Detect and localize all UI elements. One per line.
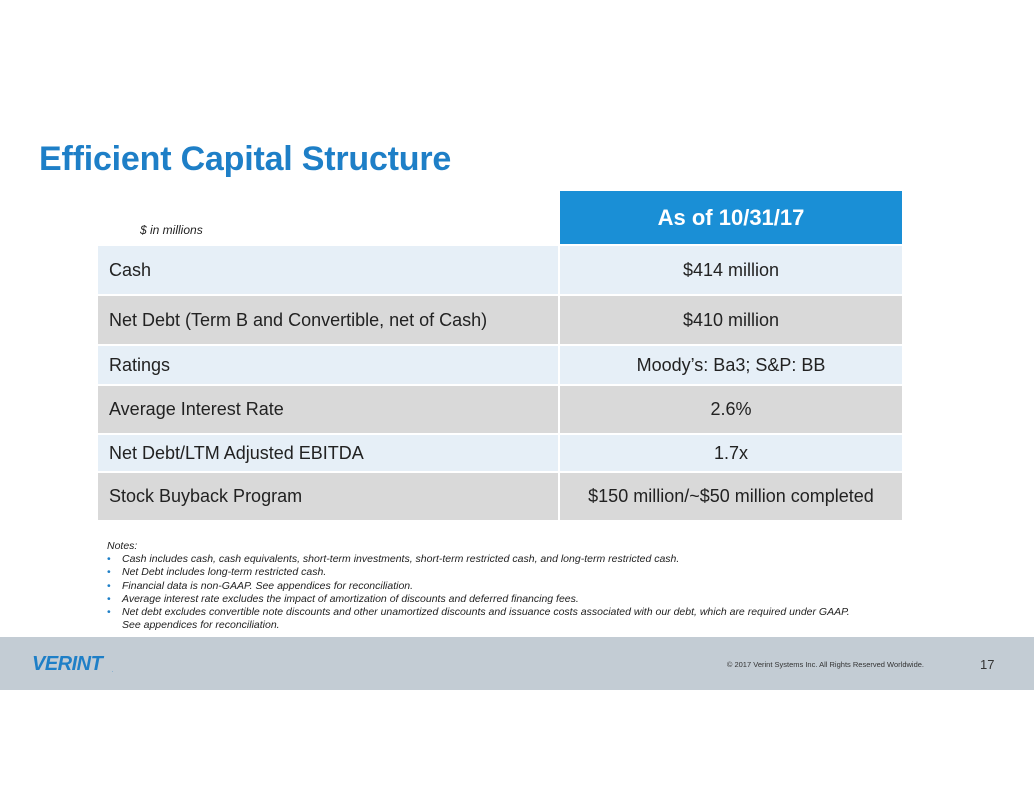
row-label: Net Debt (Term B and Convertible, net of Cash) bbox=[98, 296, 560, 344]
table-row bbox=[98, 471, 902, 520]
bullet-icon: • bbox=[107, 606, 111, 619]
table-row bbox=[98, 244, 902, 294]
note-item: • Cash includes cash, cash equivalents, short-term investments, short-term restricted cash, and long-term restricted cash. bbox=[107, 553, 680, 566]
table-row bbox=[98, 344, 902, 384]
row-value: $150 million/~$50 million completed bbox=[588, 486, 874, 506]
svg-text:.: . bbox=[112, 668, 114, 674]
row-value: Moody’s: Ba3; S&P: BB bbox=[636, 354, 826, 375]
page-number: 17 bbox=[980, 657, 995, 672]
bullet-icon: • bbox=[107, 553, 111, 566]
table-row bbox=[98, 433, 902, 471]
row-label: Net Debt/LTM Adjusted EBITDA bbox=[98, 435, 560, 471]
row-label: Cash bbox=[98, 246, 560, 294]
bullet-icon: • bbox=[107, 566, 111, 579]
table-row bbox=[98, 294, 902, 344]
units-note: $ in millions bbox=[140, 223, 203, 237]
note-item: • Net Debt includes long-term restricted cash. bbox=[107, 566, 327, 579]
note-item: • Financial data is non-GAAP. See appendices for reconciliation. bbox=[107, 579, 414, 592]
row-label: Stock Buyback Program bbox=[98, 473, 560, 520]
capital-structure-table bbox=[98, 191, 902, 520]
verint-logo-icon bbox=[32, 652, 118, 674]
bullet-icon: • bbox=[107, 592, 111, 605]
page-title: Efficient Capital Structure bbox=[39, 140, 452, 178]
row-value: 2.6% bbox=[710, 399, 752, 419]
row-label: Average Interest Rate bbox=[98, 386, 560, 433]
svg-text:VERINT: VERINT bbox=[32, 653, 103, 674]
row-label: Ratings bbox=[98, 346, 560, 384]
bullet-icon: • bbox=[107, 579, 111, 592]
row-value: $414 million bbox=[682, 259, 780, 280]
notes-heading: Notes: bbox=[107, 540, 138, 552]
note-item: • Net debt excludes convertible note discounts and other unamortized discounts and issuance costs associated with our debt, which are required under GAAP. See appendices for reconciliation. bbox=[107, 606, 850, 632]
notes-section bbox=[107, 540, 867, 632]
row-value: 1.7x bbox=[713, 442, 749, 463]
verint-logo bbox=[32, 652, 118, 679]
note-item: • Average interest rate excludes the impact of amortization of discounts and deferred financing fees. bbox=[107, 592, 579, 605]
footer-band bbox=[0, 637, 1034, 690]
copyright-text: © 2017 Verint Systems Inc. All Rights Reserved Worldwide. bbox=[726, 660, 924, 669]
table-row bbox=[98, 384, 902, 433]
row-value: $410 million bbox=[682, 309, 780, 330]
table-header-row bbox=[98, 191, 902, 244]
table-header-date: As of 10/31/17 bbox=[560, 191, 902, 244]
